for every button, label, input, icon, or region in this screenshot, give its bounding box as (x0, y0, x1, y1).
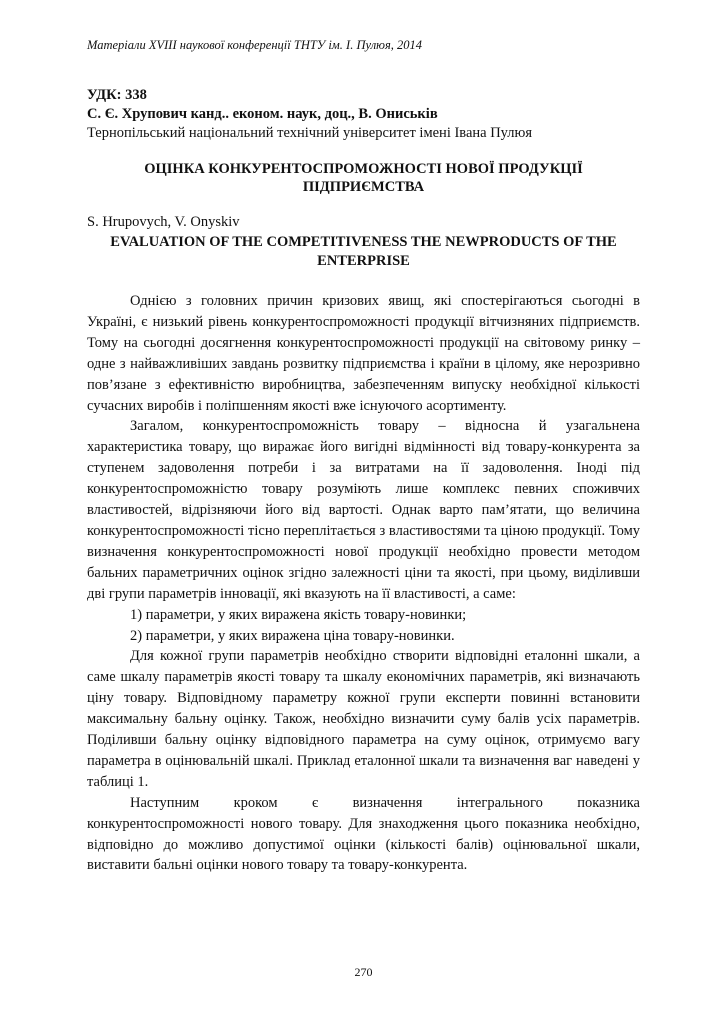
paragraph-2: Загалом, конкурентоспроможність товару – відносна й узагальнена характеристика товару, що виражає його вигідні відмінності від товару-конкурента за ступенем задоволення потреби і за витратами на її задоволення. Іноді під конкурентоспроможністю товару розуміють лише комплекс певних споживчих властивостей, відрізняючи його від вартості. Однак варто пам’ятати, що величина конкурентоспроможності тісно переплітається з властивостями та ціною продукції. Тому визначення конкурентоспроможності нової продукції необхідно провести методом бальних параметричних оцінок згідно залежності ціни та якості, при цьому, виділивши дві групи параметрів інновації, які вказують на її властивості, а саме: (87, 418, 640, 602)
paragraph-1: Однією з головних причин кризових явищ, які спостерігаються сьогодні в Україні, є низький рівень конкурентоспроможності продукції вітчизняних підприємств. Тому на сьогодні досягнення конкурентоспроможності продукції на світовому ринку – одне з найважливіших завдань розвитку підприємства і країни в цілому, яке нерозривно пов’язане з ефективністю виробництва, забезпеченням випуску необхідної кількості сучасних виробів і поліпшенням якості вже існуючого асортименту. (87, 293, 640, 414)
page-number: 270 (354, 965, 373, 979)
article-meta (87, 86, 640, 143)
udc-code: УДК: 338 (87, 87, 147, 103)
english-authors: S. Hrupovych, V. Onyskiv (87, 214, 240, 230)
title-en-line-2: ENTERPRISE (317, 253, 410, 269)
list-item-1: 1) параметри, у яких виражена якість товару-новинки; (130, 606, 467, 623)
title-ua-line-2: ПІДПРИЄМСТВА (302, 179, 425, 195)
title-english (87, 233, 640, 271)
article-body (87, 291, 640, 876)
title-ukrainian (87, 160, 640, 196)
running-head: Матеріали XVIII наукової конференції ТНТУ ім. І. Пулюя, 2014 (87, 38, 423, 52)
paragraph-3: Для кожної групи параметрів необхідно створити відповідні еталонні шкали, а саме шкалу параметрів якості товару та шкалу економічних параметрів, які визначають ціну товару. Відповідному параметру кожної групи експерти повинні встановити максимальну бальну оцінку. Також, необхідно визначити суму балів усіх параметрів. Поділивши бальну оцінку відповідного параметра на суму оцінок, отримуємо вагу параметра в оцінювальній шкалі. Приклад еталонної шкали та визначення ваг наведені у таблиці 1. (87, 648, 640, 790)
authors: С. Є. Хрупович канд.. економ. наук, доц., В. Ониськів (87, 106, 438, 122)
title-ua-line-1: ОЦІНКА КОНКУРЕНТОСПРОМОЖНОСТІ НОВОЇ ПРОДУКЦІЇ (144, 161, 583, 177)
paragraph-4: Наступним кроком є визначення інтегрального показника конкурентоспроможності нового товару. Для знаходження цього показника необхідно, відповідно до можливо допустимої оцінки (кількості балів) оцінювальної шкали, виставити бальні оцінки нового товару та товару-конкурента. (87, 794, 640, 874)
list-item-2: 2) параметри, у яких виражена ціна товару-новинки. (130, 627, 455, 644)
title-en-line-1: EVALUATION OF THE COMPETITIVENESS THE NEWPRODUCTS OF THE (110, 234, 617, 250)
affiliation: Тернопільський національний технічний університет імені Івана Пулюя (87, 125, 533, 141)
